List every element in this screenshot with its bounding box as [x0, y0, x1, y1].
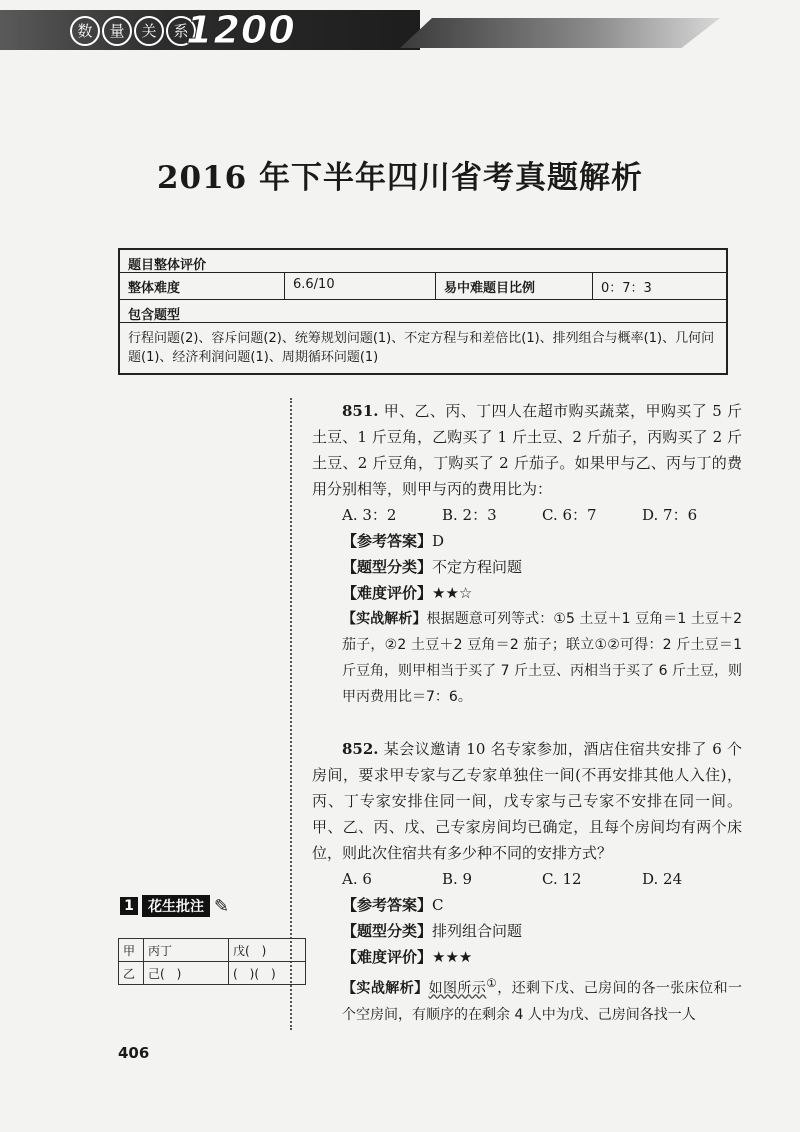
difficulty-value: 6.6/10 — [285, 273, 436, 299]
ratio-value: 0：7：3 — [601, 281, 652, 296]
table-row — [119, 939, 306, 962]
option-c: C. 6：7 — [542, 506, 597, 524]
difficulty-stars: ★★★ — [432, 948, 473, 966]
option-a: A. 3：2 — [342, 506, 397, 524]
option-a: A. 6 — [342, 870, 372, 888]
table-cell: 甲 — [119, 939, 144, 962]
ratio-label: 易中难题目比例 — [436, 273, 593, 299]
table-row — [119, 962, 306, 985]
answer-label: 【参考答案】 — [342, 532, 433, 550]
option-b: B. 9 — [442, 870, 473, 888]
table-cell: 己( ) — [144, 962, 229, 985]
type-value: 排列组合问题 — [432, 922, 523, 940]
type-value: 不定方程问题 — [432, 558, 523, 576]
table-cell: ( )( ) — [229, 962, 306, 985]
header-char: 关 — [134, 16, 164, 46]
answer-label: 【参考答案】 — [342, 896, 433, 914]
types-label: 包含题型 — [128, 308, 181, 323]
page-number: 406 — [118, 1044, 150, 1062]
analysis-text: 根据题意可列等式：①5 土豆＋1 豆角＝1 土豆＋2 茄子，②2 土豆＋2 豆角＝2 茄子；联立①②可得：2 斤土豆＝1 斤豆角，则甲相当于买了 7 斤土豆、丙相当于买了 6 斤土豆，则甲丙费用比＝7：6。 — [342, 611, 743, 705]
answer-value: C — [432, 896, 444, 914]
options — [312, 502, 742, 528]
header-series-title — [70, 16, 196, 46]
question-852 — [312, 736, 742, 1028]
table-cell: 丙丁 — [144, 939, 229, 962]
option-b: B. 2：3 — [442, 506, 497, 524]
page-title: 2016 年下半年四川省考真题解析 — [156, 160, 644, 196]
difficulty-label: 整体难度 — [120, 273, 285, 299]
analysis-label: 【实战解析】 — [342, 611, 427, 627]
table-cell: 戊( ) — [229, 939, 306, 962]
header-wedge — [400, 18, 720, 48]
analysis-text: ，还剩下戊、己房间的各一张床位和一个空房间，有顺序的在剩余 4 人中为戊、己房间各找一人 — [342, 980, 743, 1023]
analysis-label: 【实战解析】 — [342, 980, 429, 997]
header-char: 量 — [102, 16, 132, 46]
question-number: 852. — [342, 740, 379, 758]
type-label: 【题型分类】 — [342, 922, 433, 940]
type-label: 【题型分类】 — [342, 558, 433, 576]
analysis-underlined: 如图所示 — [428, 980, 487, 997]
table-cell: 乙 — [119, 962, 144, 985]
header-char: 系 — [166, 16, 196, 46]
header-number: 1200 — [186, 8, 296, 52]
types-text: 行程问题(2)、容斥问题(2)、统筹规划问题(1)、不定方程与和差倍比(1)、排列组合与概率(1)、几何问题(1)、经济利润问题(1)、周期循环问题(1) — [128, 331, 715, 365]
side-note-header — [120, 895, 229, 917]
options — [312, 866, 742, 892]
question-number: 851. — [342, 402, 379, 420]
evaluation-table — [118, 248, 728, 375]
option-c: C. 12 — [542, 870, 582, 888]
option-d: D. 24 — [642, 870, 683, 888]
side-note-number: 1 — [120, 897, 138, 915]
header-char: 数 — [70, 16, 100, 46]
difficulty-label: 【难度评价】 — [342, 948, 433, 966]
pencil-icon: ✎ — [214, 895, 230, 917]
question-text: 某会议邀请 10 名专家参加，酒店住宿共安排了 6 个房间，要求甲专家与乙专家单独住一间(不再安排其他人入住)，丙、丁专家安排住同一间，戊专家与己专家不安排在同一间。甲、乙、丙、戊、己专家房间均已确定，且每个房间均有两个床位，则此次住宿共有多少种不同的安排方式？ — [312, 740, 742, 862]
option-d: D. 7：6 — [642, 506, 698, 524]
difficulty-stars: ★★☆ — [432, 584, 473, 602]
answer-value: D — [432, 532, 445, 550]
question-text: 甲、乙、丙、丁四人在超市购买蔬菜，甲购买了 5 斤土豆、1 斤豆角，乙购买了 1 斤土豆、2 斤茄子，丙购买了 2 斤土豆、2 斤豆角，丁购买了 2 斤茄子。如果甲与乙、丙与丁的费用分别相等，则甲与丙的费用比为： — [312, 402, 742, 498]
question-851 — [312, 398, 742, 710]
side-note-title: 花生批注 — [142, 895, 210, 917]
difficulty-label: 【难度评价】 — [342, 584, 433, 602]
side-note-table — [118, 938, 306, 985]
column-separator — [290, 398, 300, 1030]
footnote-mark: ① — [486, 976, 498, 990]
eval-section-title: 题目整体评价 — [128, 258, 207, 273]
